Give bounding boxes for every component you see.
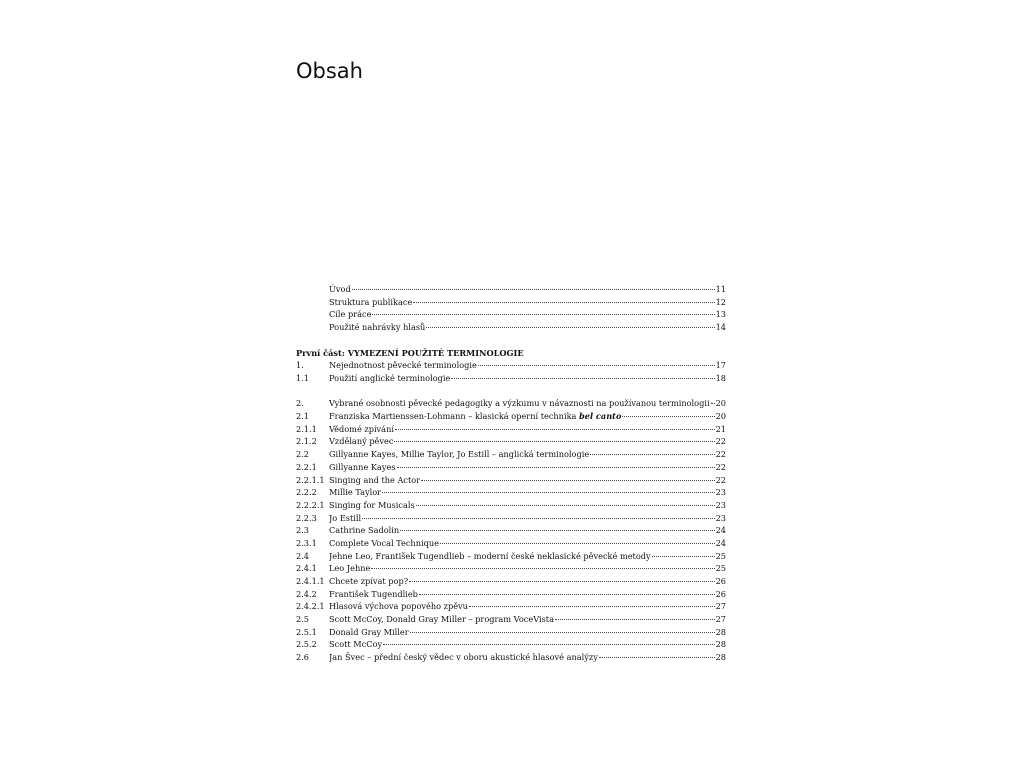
toc-entry-title xyxy=(329,359,477,372)
dot-leader xyxy=(397,467,715,468)
toc-entry-page: 28 xyxy=(715,639,726,650)
toc-entry-number: 2.2.3 xyxy=(296,512,317,523)
toc-entry-title-text: Použití anglické terminologie xyxy=(329,372,451,383)
dot-leader xyxy=(451,378,714,379)
toc-entry-title-text: Vybrané osobnosti pěvecké pedagogiky a výzkumu v návaznosti na používanou terminologii xyxy=(329,398,710,409)
toc-entry[interactable] xyxy=(296,651,726,664)
toc-entry-number: 2.1 xyxy=(296,411,310,422)
toc-entry-page: 23 xyxy=(715,499,726,510)
toc-entry-title-text: Singing and the Actor xyxy=(329,474,421,485)
toc-entry-page: 25 xyxy=(715,563,726,574)
toc-entry-title xyxy=(329,613,554,626)
toc-entry[interactable] xyxy=(296,283,726,296)
toc-entry-number: 2.2.2.1 xyxy=(296,499,325,510)
toc-entry-title xyxy=(329,524,399,537)
toc-entry-number: 2.4.1.1 xyxy=(296,576,325,587)
toc-section xyxy=(296,397,726,663)
toc-entry-title-text: Franziska Martienssen-Lohmann – klasická operní technika xyxy=(329,411,580,422)
toc-entry-title xyxy=(329,537,439,550)
toc-entry-title xyxy=(329,512,361,525)
toc-entry-number: 1. xyxy=(296,360,304,371)
toc-entry-title-text: Struktura publikace xyxy=(329,296,413,307)
toc-entry-title-text: Vzdělaný pěvec xyxy=(329,436,394,447)
toc-entry[interactable] xyxy=(296,372,726,385)
toc-entry-number: 1.1 xyxy=(296,372,310,383)
toc-entry[interactable] xyxy=(296,474,726,487)
toc-entry-page: 24 xyxy=(715,525,726,536)
toc-entry-page: 18 xyxy=(715,372,726,383)
dot-leader xyxy=(440,543,715,544)
toc-entry-title xyxy=(329,308,371,321)
dot-leader xyxy=(372,314,714,315)
toc-entry-title-text: Hlasová výchova popového zpěvu xyxy=(329,601,468,612)
toc-part-title: První část: VYMEZENÍ POUŽITÉ TERMINOLOGIE xyxy=(296,347,524,358)
toc-entry[interactable] xyxy=(296,550,726,563)
toc-entry-title xyxy=(329,397,710,410)
toc-entry-page: 12 xyxy=(715,296,726,307)
dot-leader xyxy=(469,606,715,607)
toc-entry-title xyxy=(329,461,396,474)
toc-entry-title-text: Cathrine Sadolin xyxy=(329,525,400,536)
toc-section xyxy=(296,283,726,334)
toc-entry-title-text: Singing for Musicals xyxy=(329,499,415,510)
toc-entry-number: 2.2.1 xyxy=(296,461,317,472)
toc-entry-page: 14 xyxy=(715,322,726,333)
toc-entry-title xyxy=(329,283,351,296)
dot-leader xyxy=(371,568,714,569)
toc-entry-page: 21 xyxy=(715,423,726,434)
toc-entry[interactable] xyxy=(296,461,726,474)
toc-entry-page: 23 xyxy=(715,512,726,523)
dot-leader xyxy=(413,302,714,303)
dot-leader xyxy=(478,365,715,366)
toc-entry-title-text: Úvod xyxy=(329,284,351,294)
toc-entry[interactable] xyxy=(296,423,726,436)
dot-leader xyxy=(711,403,715,404)
dot-leader xyxy=(555,619,715,620)
dot-leader xyxy=(652,556,715,557)
toc-entry-number: 2. xyxy=(296,398,304,409)
toc-entry-title-text: Chcete zpívat pop? xyxy=(329,576,409,587)
toc-entry-title-text: František Tugendlieb xyxy=(329,588,418,599)
toc-entry-title-text: Jan Švec – přední český vědec v oboru akustické hlasové analýzy xyxy=(329,652,598,663)
toc-entry-title xyxy=(329,499,415,512)
toc-entry-title xyxy=(329,296,412,309)
toc-entry[interactable] xyxy=(296,626,726,639)
toc-entry-number: 2.5.2 xyxy=(296,639,317,650)
dot-leader xyxy=(400,530,714,531)
toc-entry-number: 2.5.1 xyxy=(296,626,317,637)
toc-entry[interactable] xyxy=(296,588,726,601)
toc-entry-title-text: Jo Estill xyxy=(329,512,362,523)
toc-entry-title xyxy=(329,448,589,461)
toc-entry[interactable] xyxy=(296,410,726,423)
dot-leader xyxy=(395,429,715,430)
toc-entry-title-text: Nejednotnost pěvecké terminologie xyxy=(329,360,477,371)
toc-entry-page: 25 xyxy=(715,550,726,561)
toc-entry-title-text: Gillyanne Kayes, Millie Taylor, Jo Estill – anglická terminologie xyxy=(329,449,590,460)
toc-entry-number: 2.4.2 xyxy=(296,588,317,599)
toc-entry[interactable] xyxy=(296,613,726,626)
toc-entry-title-text: Gillyanne Kayes xyxy=(329,461,396,472)
toc-entry-number: 2.1.1 xyxy=(296,423,317,434)
toc-entry-page: 13 xyxy=(715,309,726,320)
toc-entry-number: 2.5 xyxy=(296,614,310,625)
toc-entry-title xyxy=(329,321,425,334)
toc-entry-page: 22 xyxy=(715,474,726,485)
page-title: Obsah xyxy=(296,59,363,83)
toc-entry-title xyxy=(329,575,408,588)
dot-leader xyxy=(421,480,714,481)
toc-entry[interactable] xyxy=(296,562,726,575)
toc-entry-page: 28 xyxy=(715,626,726,637)
toc-entry-title-text: Cíle práce xyxy=(329,309,372,320)
toc-entry-page: 27 xyxy=(715,614,726,625)
toc-entry-title xyxy=(329,550,651,563)
toc-entry-title-text: Millie Taylor xyxy=(329,487,382,498)
dot-leader xyxy=(426,327,714,328)
toc-entry-number: 2.4.1 xyxy=(296,563,317,574)
toc-entry-title-text: Scott McCoy xyxy=(329,639,383,650)
dot-leader xyxy=(599,657,715,658)
toc-entry-number: 2.3 xyxy=(296,525,310,536)
toc-entry-number: 2.2.1.1 xyxy=(296,474,325,485)
toc-entry-title xyxy=(329,486,381,499)
toc-entry[interactable] xyxy=(296,308,726,321)
dot-leader xyxy=(383,644,714,645)
toc-entry-page: 20 xyxy=(715,398,726,409)
toc-entry-page: 17 xyxy=(715,360,726,371)
toc-entry-page: 24 xyxy=(715,537,726,548)
dot-leader xyxy=(410,632,715,633)
dot-leader xyxy=(394,441,714,442)
toc-entry[interactable] xyxy=(296,499,726,512)
toc-entry-page: 22 xyxy=(715,461,726,472)
toc-entry[interactable] xyxy=(296,537,726,550)
toc-entry[interactable] xyxy=(296,359,726,372)
toc-entry-number: 2.4.2.1 xyxy=(296,601,325,612)
dot-leader xyxy=(622,416,714,417)
toc-entry[interactable] xyxy=(296,448,726,461)
table-of-contents xyxy=(296,283,726,677)
toc-entry-number: 2.4 xyxy=(296,550,310,561)
toc-entry[interactable] xyxy=(296,524,726,537)
toc-entry[interactable] xyxy=(296,486,726,499)
toc-entry-number: 2.6 xyxy=(296,652,310,663)
toc-entry-title xyxy=(329,626,409,639)
toc-entry-title xyxy=(329,562,370,575)
toc-entry-page: 26 xyxy=(715,576,726,587)
toc-entry-page: 20 xyxy=(715,411,726,422)
toc-entry-title xyxy=(329,651,598,664)
toc-entry[interactable] xyxy=(296,512,726,525)
toc-entry-title-text: Jehne Leo, František Tugendlieb – moderní české neklasické pěvecké metody xyxy=(329,550,651,561)
toc-entry-title xyxy=(329,588,418,601)
toc-entry-page: 27 xyxy=(715,601,726,612)
toc-entry[interactable] xyxy=(296,296,726,309)
dot-leader xyxy=(590,454,714,455)
toc-entry-number: 2.2.2 xyxy=(296,487,317,498)
toc-entry-title xyxy=(329,474,420,487)
dot-leader xyxy=(416,505,715,506)
toc-entry[interactable] xyxy=(296,397,726,410)
toc-section xyxy=(296,347,726,385)
toc-entry[interactable] xyxy=(296,575,726,588)
toc-entry-page: 22 xyxy=(715,449,726,460)
toc-entry-title-text: Použité nahrávky hlasů xyxy=(329,322,426,333)
dot-leader xyxy=(409,581,714,582)
toc-entry-title xyxy=(329,435,393,448)
dot-leader xyxy=(419,594,715,595)
toc-entry-page: 28 xyxy=(715,652,726,663)
toc-entry-title-text: Donald Gray Miller xyxy=(329,626,409,637)
toc-entry[interactable] xyxy=(296,638,726,651)
toc-entry-title-text: Scott McCoy, Donald Gray Miller – program VoceVista xyxy=(329,614,554,625)
toc-entry-page: 23 xyxy=(715,487,726,498)
dot-leader xyxy=(382,492,714,493)
toc-entry-title xyxy=(329,410,621,423)
toc-entry[interactable] xyxy=(296,321,726,334)
toc-entry-title-text: Complete Vocal Technique xyxy=(329,537,439,548)
toc-entry[interactable] xyxy=(296,435,726,448)
dot-leader xyxy=(352,289,715,290)
toc-entry-page: 11 xyxy=(715,284,726,294)
toc-entry-title-text: Vědomé zpívání xyxy=(329,423,394,434)
toc-entry-number: 2.2 xyxy=(296,449,310,460)
toc-entry[interactable] xyxy=(296,600,726,613)
dot-leader xyxy=(362,518,714,519)
toc-entry-number: 2.1.2 xyxy=(296,436,317,447)
toc-entry-number: 2.3.1 xyxy=(296,537,317,548)
toc-entry-title xyxy=(329,372,450,385)
toc-entry-title xyxy=(329,600,468,613)
toc-entry-page: 26 xyxy=(715,588,726,599)
toc-entry-title-emphasis: bel canto xyxy=(579,411,622,422)
toc-entry-title xyxy=(329,423,394,436)
toc-entry-title xyxy=(329,638,382,651)
toc-entry-title-text: Leo Jehne xyxy=(329,563,371,574)
toc-entry-page: 22 xyxy=(715,436,726,447)
